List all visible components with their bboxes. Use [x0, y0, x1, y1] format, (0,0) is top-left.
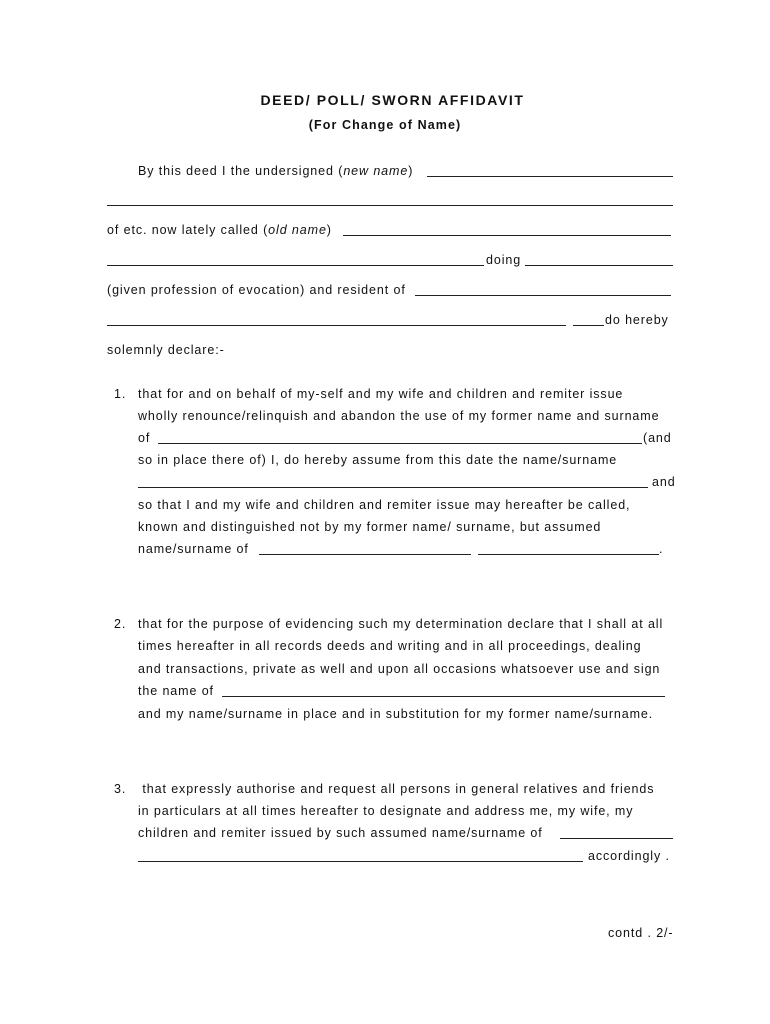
- continued-note: contd . 2/-: [608, 926, 674, 940]
- profession-blank[interactable]: [525, 265, 673, 266]
- clause-line: so in place there of) I, do hereby assume from this date the name/surname: [138, 453, 618, 467]
- clause-line: so that I and my wife and children and remiter issue may hereafter be called,: [138, 498, 631, 512]
- clause-line: the name of: [138, 684, 214, 698]
- resident-line: (given profession of evocation) and resident of: [107, 283, 406, 297]
- page-title: DEED/ POLL/ SWORN AFFIDAVIT: [260, 92, 525, 108]
- assumed-name-blank[interactable]: [259, 554, 471, 555]
- clause-line: .: [659, 542, 664, 556]
- assumed-name-continuation-blank[interactable]: [138, 861, 583, 862]
- residence-blank[interactable]: [415, 295, 671, 296]
- residence-continuation-blank[interactable]: [107, 325, 566, 326]
- clause-line: that for the purpose of evidencing such my determination declare that I shall at all: [138, 617, 664, 631]
- clause-line: and: [652, 475, 676, 489]
- intro-new-name-line: By this deed I the undersigned (new name): [138, 164, 414, 178]
- page-subtitle: (For Change of Name): [308, 118, 462, 132]
- clause-line: name/surname of: [138, 542, 249, 556]
- clause-line: and my name/surname in place and in substitution for my former name/surname.: [138, 707, 654, 721]
- clause-line: that expressly authorise and request all persons in general relatives and friends: [138, 782, 655, 796]
- assumed-surname-blank[interactable]: [478, 554, 659, 555]
- clause-line: times hereafter in all records deeds and writing and in all proceedings, dealing: [138, 639, 642, 653]
- new-name-blank[interactable]: [427, 176, 673, 177]
- residence-short-blank[interactable]: [573, 325, 604, 326]
- clause-number: 3.: [114, 782, 127, 796]
- clause-line: that for and on behalf of my-self and my wife and children and remiter issue: [138, 387, 624, 401]
- former-name-blank[interactable]: [158, 443, 642, 444]
- old-name-continuation-blank[interactable]: [107, 265, 484, 266]
- clause-line: of: [138, 431, 151, 445]
- clause-line: known and distinguished not by my former name/ surname, but assumed: [138, 520, 602, 534]
- clause-line: (and: [643, 431, 672, 445]
- clause-line: and transactions, private as well and upon all occasions whatsoever use and sign: [138, 662, 661, 676]
- do-hereby-label: do hereby: [605, 313, 669, 327]
- clause-line: wholly renounce/relinquish and abandon the use of my former name and surname: [138, 409, 660, 423]
- signing-name-blank[interactable]: [222, 696, 665, 697]
- clause-line: in particulars at all times hereafter to designate and address me, my wife, my: [138, 804, 634, 818]
- solemnly-declare: solemnly declare:-: [107, 343, 225, 357]
- old-name-blank[interactable]: [343, 235, 671, 236]
- doing-label: doing: [486, 253, 522, 267]
- new-name-continuation-blank[interactable]: [107, 205, 673, 206]
- clause-line: accordingly .: [588, 849, 670, 863]
- clause-line: children and remiter issued by such assumed name/surname of: [138, 826, 543, 840]
- clause-number: 1.: [114, 387, 127, 401]
- clause-number: 2.: [114, 617, 127, 631]
- assumed-name-blank[interactable]: [138, 487, 648, 488]
- assumed-name-blank[interactable]: [560, 838, 673, 839]
- intro-old-name-line: of etc. now lately called (old name): [107, 223, 332, 237]
